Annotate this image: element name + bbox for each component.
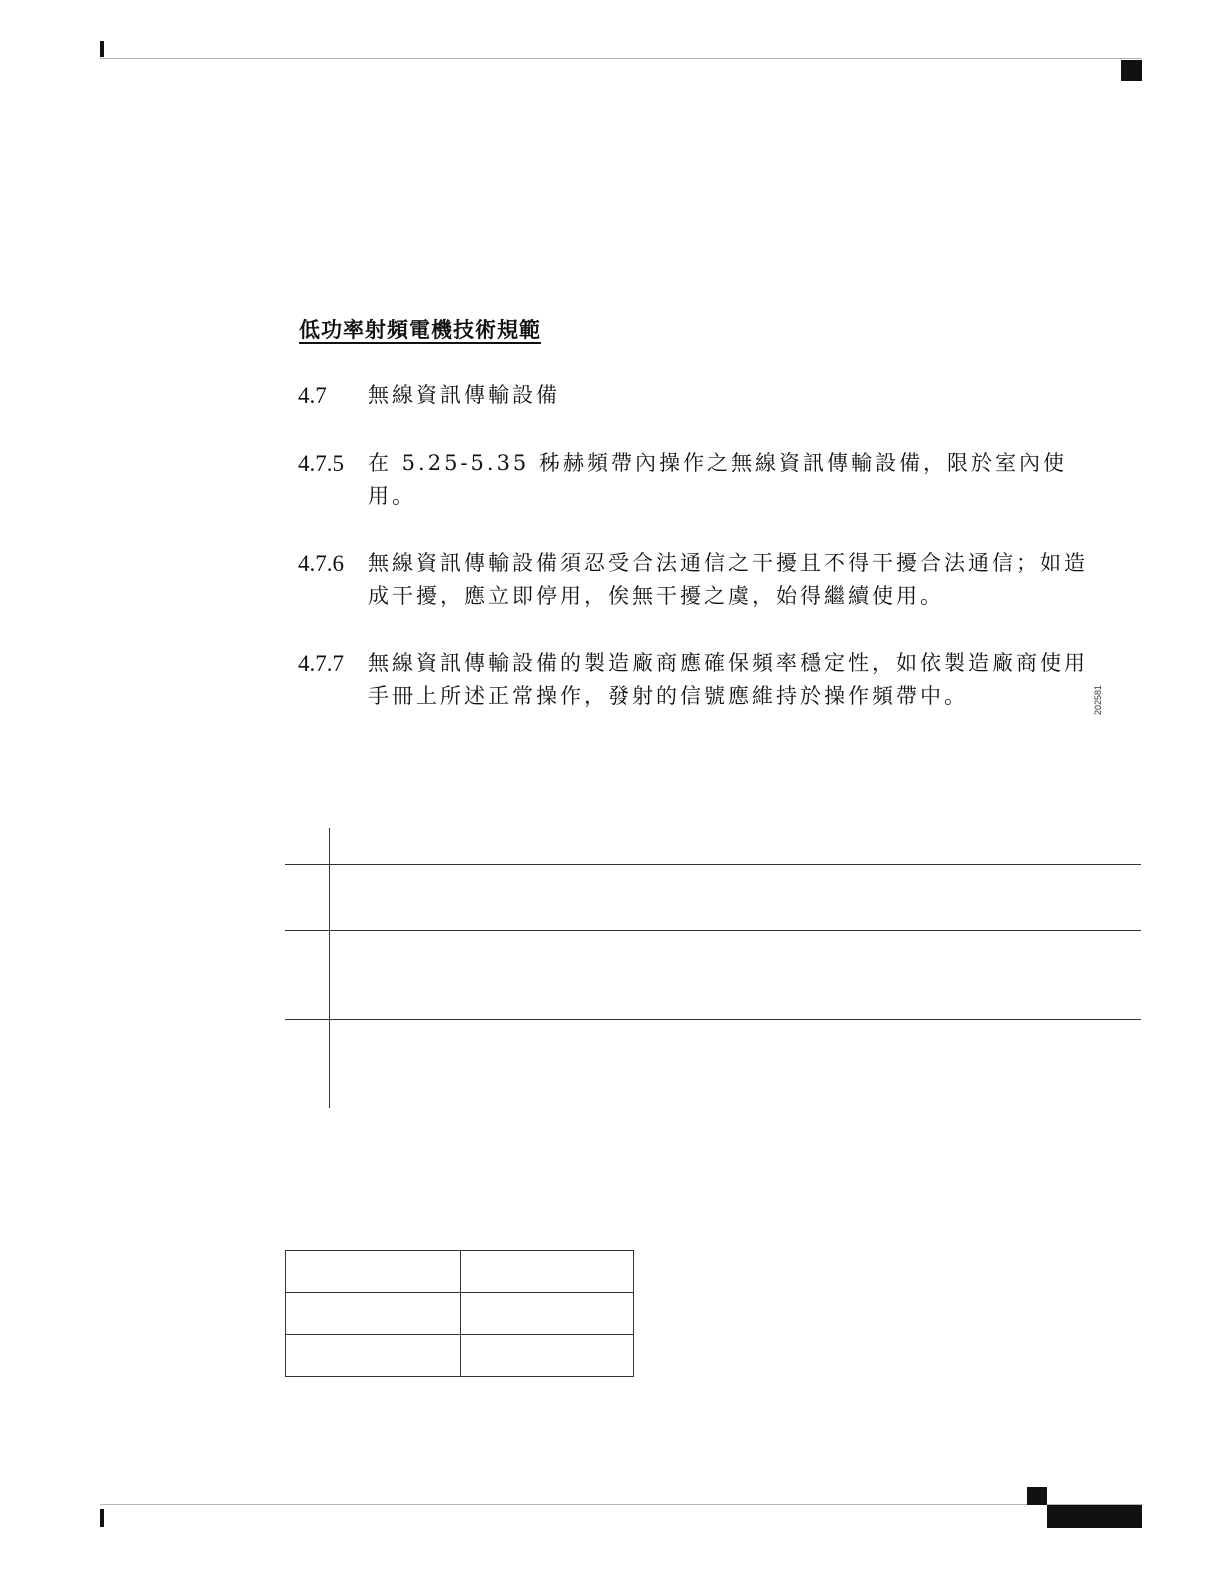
clause-text: 無線資訊傳輸設備須忍受合法通信之干擾且不得干擾合法通信；如造成干擾，應立即停用，俟無干擾之虞，始得繼續使用。 — [368, 551, 1088, 608]
footer-rule — [100, 1504, 1142, 1505]
clause-text: 無線資訊傳輸設備的製造廠商應確保頻率穩定性，如依製造廠商使用手冊上所述正常操作，發射的信號應維持於操作頻帶中。 — [368, 651, 1088, 708]
footer-page-tab — [1047, 1505, 1142, 1528]
ruled-table-row-rule — [285, 1019, 1141, 1020]
header-tick-mark — [100, 41, 104, 57]
header-corner-block — [1121, 60, 1142, 81]
clause-number: 4.7.7 — [298, 651, 344, 676]
ruled-table-row-rule — [285, 864, 1141, 865]
clause-number: 4.7 — [298, 383, 327, 408]
clause-text: 無線資訊傳輸設備 — [368, 383, 560, 407]
table-row — [286, 1251, 634, 1293]
table-row — [286, 1293, 634, 1335]
table-cell — [286, 1335, 461, 1377]
table-cell — [286, 1293, 461, 1335]
footer-tick-mark — [100, 1509, 104, 1527]
clause-number: 4.7.6 — [298, 551, 344, 576]
table-cell — [461, 1293, 634, 1335]
table-cell — [286, 1251, 461, 1293]
ruled-table-row-rule — [285, 930, 1141, 931]
footer-corner-block-small — [1027, 1487, 1047, 1505]
header-rule — [100, 58, 1142, 59]
figure-id-label: 202581 — [1093, 684, 1103, 716]
table-cell — [461, 1335, 634, 1377]
table-row — [286, 1335, 634, 1377]
ruled-table-divider — [329, 828, 330, 1108]
grid-table — [285, 1250, 634, 1377]
table-cell — [461, 1251, 634, 1293]
clause-number: 4.7.5 — [298, 451, 344, 476]
clause-text: 在 5.25-5.35 秭赫頻帶內操作之無線資訊傳輸設備，限於室內使用。 — [368, 451, 1067, 508]
document-title: 低功率射頻電機技術規範 — [299, 317, 541, 342]
